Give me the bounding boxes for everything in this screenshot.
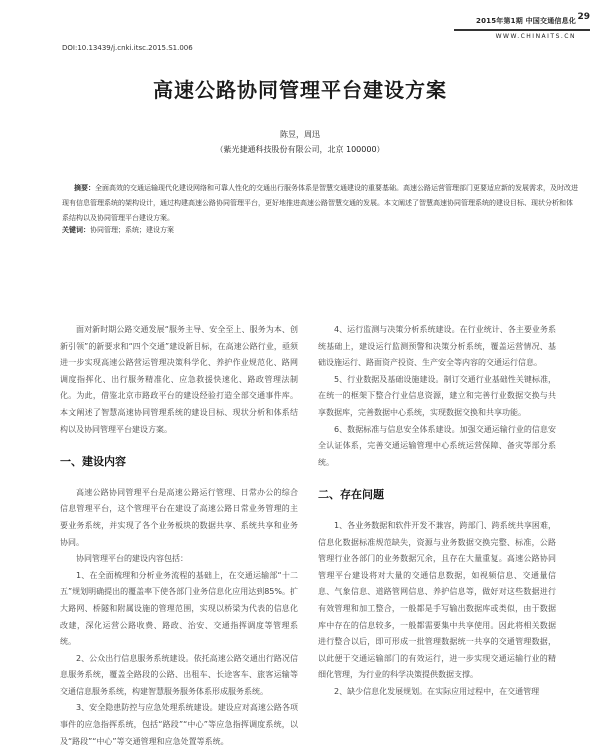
list-item: 2、公众出行信息服务系统建设。依托高速公路交通出行路况信息服务系统，覆盖全路段的公路、出租车、长途客车、旅客运输等交通信息服务系统，构建智慧服务服务体系形成服务系统。 [60,653,298,696]
list-item: 3、安全隐患防控与应急处理系统建设。建设应对高速公路各项事件的应急指挥系统，包括“路段”“中心”等应急指挥调度系统，以及“路段”“中心”等交通管理和应急处置等系统。 [60,703,298,746]
page-number: 29 [577,12,590,22]
keywords [62,225,578,235]
section-heading-problems: 二、存在问题 [318,488,384,502]
journal-name: 2015年第1期 中国交通信息化 [476,17,576,25]
authors: 陈昱，周迅 [280,130,320,139]
list-item: 1、各业务数据和软件开发不兼容，跨部门、跨系统共享困难，信息化数据标准规范缺失，资源与业务数据交换完整、标准，公路管理行业各部门的业务数据冗余，且存在大量重复。高速公路协同管理平台建设将对大量的交通信息数据，如视频信息、交通量信息、气象信息、道路管网信息、养护信息等，做好对这些数据进行有效管理和加工整合，一般都是手写输出数据库或类似，由于数据库中存在的信息较多，一般都需要集中共享使用。因此将相关数据进行整合以后，即可形成一批管理数据统一共享的交通管理数据，以此便于交通运输部门的有效运行，进一步实现交通运输行业的精细化管理，为行业的科学决策提供数据支撑。 [318,520,556,680]
list-item: 4、运行监测与决策分析系统建设。在行业统计、各主要业务系统基础上，建设运行监测预警和决策分析系统，覆盖运营情况、基础设施运行、路面资产投资、生产安全等内容的交通运行信息。 [318,325,556,368]
abstract-text: 全面高效的交通运输现代化建设网络和可靠人性化的交通出行服务体系是智慧交通建设的重要基础。高速公路运营管理部门更要适应新的发展需求，及时改进现有信息管理系统的架构设计，通过构建高速公路协同管理平台，更好地推进高速公路智慧交通的发展。本文阐述了智慧高速协同管理系统的建设目标、现状分析和体系结构以及协同管理平台建设方案。 [62,184,578,222]
keywords-label: 关键词： [62,226,90,234]
paragraph: 协同管理平台的建设内容包括： [76,554,188,564]
left-column [60,322,298,750]
list-item: 6、数据标准与信息安全体系建设。加强交通运输行业的信息安全认证体系，完善交通运输管理中心系统运营保障、备灾等部分系统。 [318,424,556,467]
abstract-label: 摘要： [74,184,95,192]
header-rule [454,29,590,31]
intro-paragraph: 面对新时期公路交通发展“服务主导、安全至上、服务为本、创新引领”的新要求和“四个交通”建设新目标，在高速公路行业，亟须进一步实现高速公路营运管理决策科学化、养护作业规范化、路网调度指挥化、出行服务精准化、应急救援快速化、路政管理法制化。为此，借鉴北京市路政平台的建设经验打造全部交通事件库。本文阐述了智慧高速协同管理系统的建设目标、现状分析和体系结构以及协同管理平台建设方案。 [60,325,298,434]
list-item: 2、缺少信息化发展规划。在实际应用过程中，在交通管理 [334,686,540,696]
paragraph: 高速公路协同管理平台是高速公路运行管理、日常办公的综合信息管理平台，这个管理平台在建设了高速公路日常业务管理的主要业务系统，并实现了各个业务板块的数据共享、系统共享和业务协同。 [60,487,298,547]
paper-title: 高速公路协同管理平台建设方案 [153,78,447,102]
abstract [62,181,578,226]
doi: DOI:10.13439/j.cnki.itsc.2015.S1.006 [62,44,193,52]
running-header [440,8,590,40]
list-item: 1、在全面梳理和分析业务流程的基础上，在交通运输部“十二五”规划明确提出的覆盖率下使各部门业务信息化应用达到85%。扩大路网、桥隧和附属设施的管理范围，实现以桥梁为代表的信息化改建，深化运营公路收费、路政、治安、交通指挥调度等管理系统。 [60,570,298,647]
list-item: 5、行业数据及基础设施建设。制订交通行业基础性关键标准，在统一的框架下整合行业信息资源，建立和完善行业数据交换与共享数据库，完善数据中心系统，实现数据交换和共享功能。 [318,374,556,417]
section-heading-construction: 一、建设内容 [60,455,126,469]
affiliation: （紫光捷通科技股份有限公司，北京 100000） [215,145,385,154]
journal-url: WWW.CHINAITS.CN [495,33,576,40]
right-column [318,322,556,700]
keywords-text: 协同管理；系统；建设方案 [90,226,174,234]
